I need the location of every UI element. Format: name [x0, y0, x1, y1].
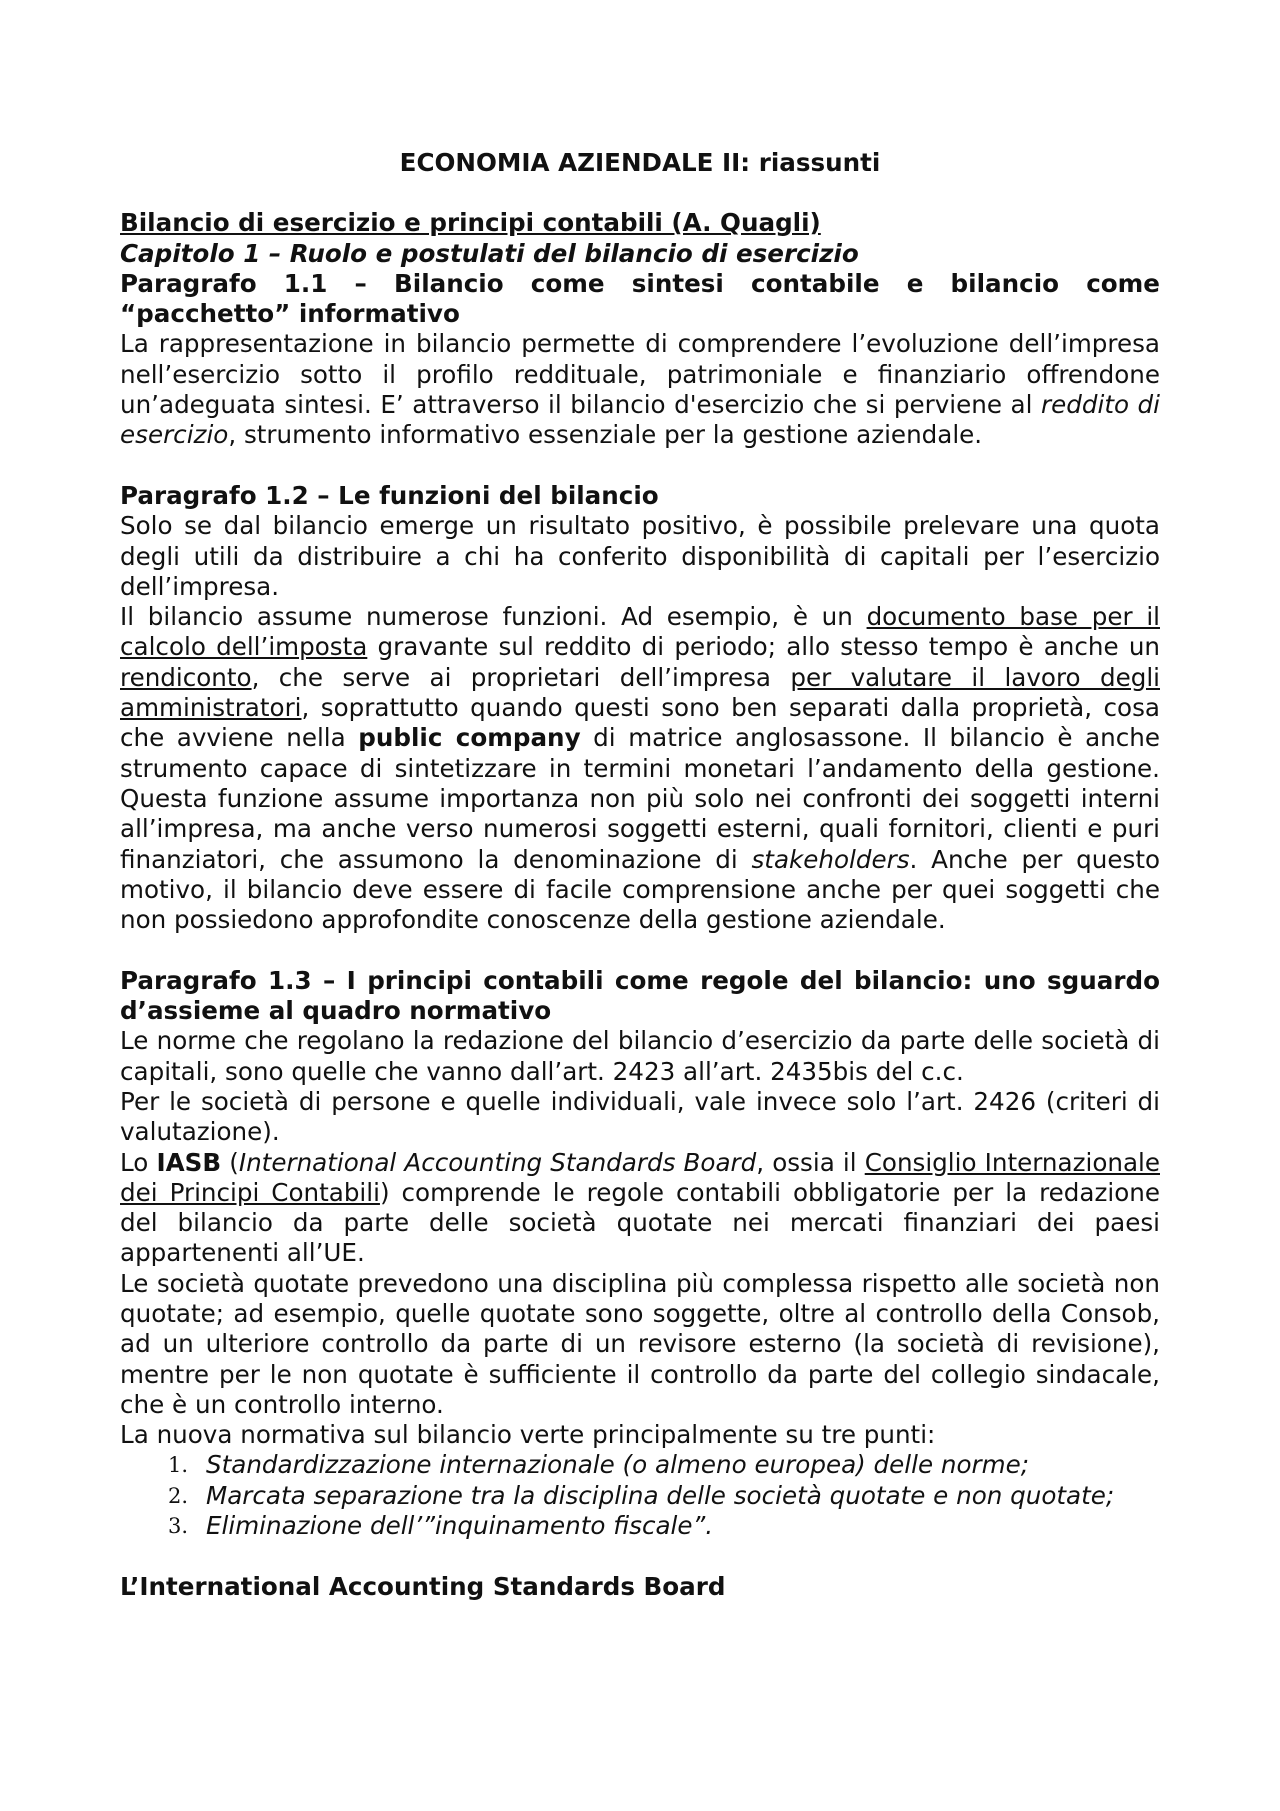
chapter-title: Capitolo 1 – Ruolo e postulati del bilancio di esercizio	[120, 238, 859, 268]
numbered-list	[120, 1450, 1160, 1541]
section-3-paragraph-3	[120, 1148, 1160, 1269]
section-2-paragraph-1: Solo se dal bilancio emerge un risultato positivo, è possibile prelevare una quota degli utili da distribuire a chi ha conferito disponibilità di capitali per l’esercizio dell’impresa.	[120, 511, 1160, 601]
blank-line	[120, 935, 1160, 965]
blank-line	[120, 451, 1160, 481]
text-run: , strumento informativo essenziale per la gestione aziendale.	[228, 420, 983, 450]
text-run: gravante sul reddito di periodo; allo stesso tempo è anche un	[367, 632, 1160, 662]
list-item-text: Marcata separazione tra la disciplina delle società quotate e non quotate;	[206, 1480, 1115, 1510]
section-2-paragraph-2	[120, 602, 1160, 935]
underlined-text: per valutare il lavoro degli amministratori	[120, 662, 1160, 723]
text-run: ) comprende le regole contabili obbligatorie per la redazione del bilancio da parte delle società quotate nei mercati finanziari dei paesi appartenenti all’UE.	[120, 1177, 1160, 1268]
list-item	[168, 1450, 1160, 1480]
list-number: 3.	[168, 1514, 189, 1539]
emphasis-text: reddito di esercizio	[120, 390, 1161, 450]
underlined-text: documento base per il calcolo dell’imposta	[120, 602, 1160, 662]
text-run: Il bilancio assume numerose funzioni. Ad esempio, è un	[120, 602, 867, 632]
section-3-paragraph-5: La nuova normativa sul bilancio verte principalmente su tre punti:	[120, 1420, 936, 1450]
bold-text: IASB	[156, 1147, 222, 1177]
section-2-heading: Paragrafo 1.2 – Le funzioni del bilancio	[120, 480, 659, 510]
list-number: 1.	[168, 1453, 189, 1478]
list-item-text: Eliminazione dell’”inquinamento fiscale”.	[206, 1511, 714, 1541]
document-title: ECONOMIA AZIENDALE II: riassunti	[399, 148, 881, 177]
text-run: , ossia il	[756, 1147, 865, 1177]
list-item	[168, 1480, 1160, 1511]
bold-text: public company	[358, 723, 581, 753]
section-3-heading: Paragrafo 1.3 – I principi contabili come regole del bilancio: uno sguardo d’assieme al quadro normativo	[120, 965, 1160, 1026]
section-1-paragraph	[120, 329, 1160, 450]
text-run: , soprattutto quando questi sono ben separati dalla proprietà, cosa che avviene nella	[120, 693, 1160, 753]
emphasis-text: stakeholders	[751, 844, 910, 874]
text-run: . Anche per questo motivo, il bilancio deve essere di facile comprensione anche per quei soggetti che non possiedono approfondite conoscenze della gestione aziendale.	[120, 844, 1161, 935]
text-run: (	[221, 1147, 239, 1177]
list-item	[168, 1511, 1160, 1541]
section-3-paragraph-2: Per le società di persone e quelle individuali, vale invece solo l’art. 2426 (criteri di valutazione).	[120, 1086, 1160, 1147]
emphasis-text: International Accounting Standards Board	[238, 1147, 757, 1177]
book-title: Bilancio di esercizio e principi contabili (A. Quagli)	[120, 208, 821, 238]
section-1-heading: Paragrafo 1.1 – Bilancio come sintesi contabile e bilancio come “pacchetto” informativo	[120, 268, 1160, 329]
section-4-heading: L’International Accounting Standards Board	[120, 1571, 726, 1601]
document-page	[120, 148, 1160, 1602]
text-run: di matrice anglosassone. Il bilancio è anche strumento capace di sintetizzare in termini monetari l’andamento della gestione. Questa funzione assume importanza non più solo nei confronti dei soggetti interni all’impresa, ma anche verso numerosi soggetti esterni, quali fornitori, clienti e puri finanziatori, che assumono la denominazione di	[120, 723, 1161, 874]
list-number: 2.	[168, 1483, 189, 1508]
underlined-text: Consiglio Internazionale dei Principi Contabili	[120, 1147, 1160, 1207]
section-3-paragraph-4: Le società quotate prevedono una disciplina più complessa rispetto alle società non quotate; ad esempio, quelle quotate sono soggette, oltre al controllo della Consob, ad un ulteriore controllo da parte di un revisore esterno (la società di revisione), mentre per le non quotate è sufficiente il controllo da parte del collegio sindacale, che è un controllo interno.	[120, 1268, 1160, 1419]
text-run: , che serve ai proprietari dell’impresa	[251, 662, 791, 692]
section-3-paragraph-1: Le norme che regolano la redazione del bilancio d’esercizio da parte delle società di capitali, sono quelle che vanno dall’art. 2423 all’art. 2435bis del c.c.	[120, 1026, 1160, 1086]
underlined-text: rendiconto	[120, 662, 252, 692]
text-run: La rappresentazione in bilancio permette di comprendere l’evoluzione dell’impresa nell’esercizio sotto il profilo reddituale, patrimoniale e finanziario offrendone un’adeguata sintesi. E’ attraverso il bilancio d'esercizio che si perviene al	[120, 329, 1160, 420]
list-item-text: Standardizzazione internazionale (o almeno europea) delle norme;	[206, 1450, 1030, 1480]
text-run: Lo	[120, 1147, 157, 1177]
blank-line	[120, 1541, 1160, 1571]
